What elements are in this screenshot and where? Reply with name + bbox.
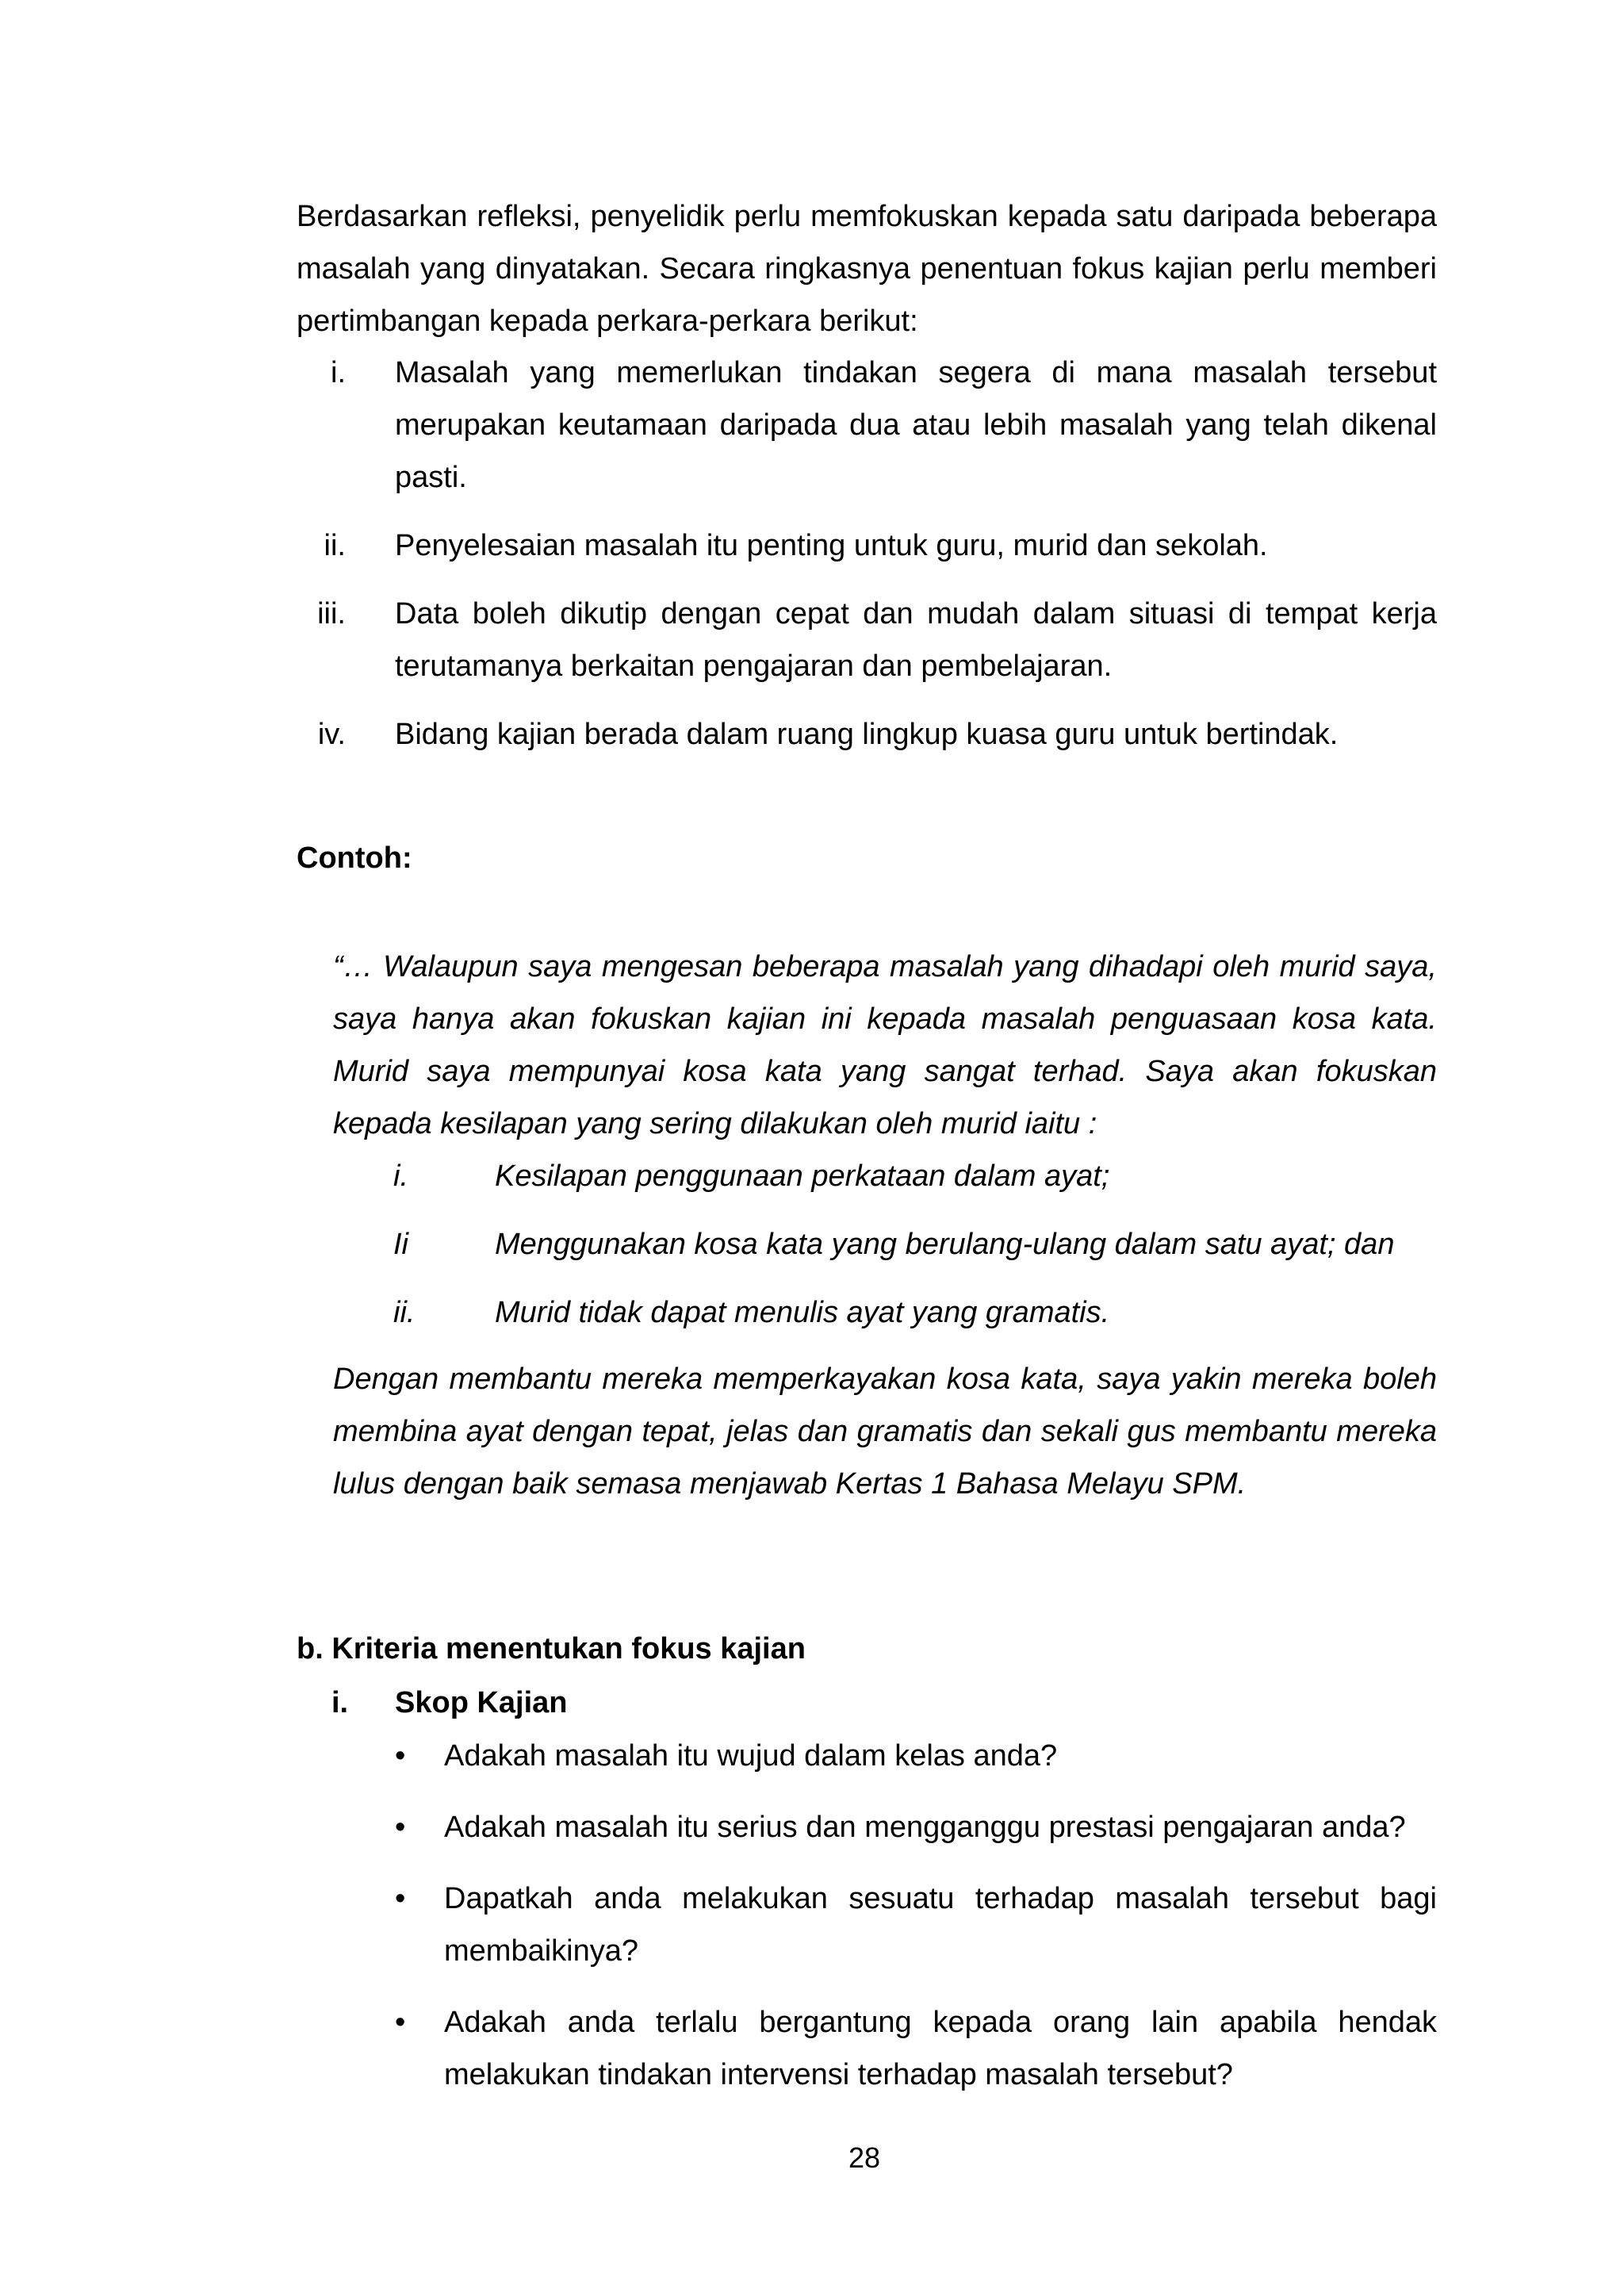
quote-list-item <box>393 1218 1437 1271</box>
list-item-number: i. <box>331 356 346 389</box>
quote-item-number: ii. <box>393 1296 416 1329</box>
list-item-text: Masalah yang memerlukan tindakan segera di mana masalah tersebut merupakan keutamaan daripada dua atau lebih masalah yang telah dikenal pasti. <box>395 356 1437 494</box>
bullet-icon: • <box>395 1811 406 1844</box>
quote-item-text: Menggunakan kosa kata yang berulang-ulang dalam satu ayat; dan <box>495 1228 1395 1261</box>
bullet-icon: • <box>395 1882 406 1915</box>
subsection-number: i. <box>331 1686 349 1719</box>
quote-item-number: Ii <box>393 1228 408 1261</box>
list-item-number: iii. <box>317 597 346 631</box>
bullet-item <box>395 1801 1437 1853</box>
bullet-item <box>395 1872 1437 1977</box>
list-item-text: Penyelesaian masalah itu penting untuk guru, murid dan sekolah. <box>395 529 1268 562</box>
quote-item-number: i. <box>393 1159 408 1193</box>
list-item-number: iv. <box>317 718 346 751</box>
list-item-text: Bidang kajian berada dalam ruang lingkup kuasa guru untuk bertindak. <box>395 718 1339 751</box>
list-item-text: Data boleh dikutip dengan cepat dan mudah dalam situasi di tempat kerja terutamanya berkaitan pengajaran dan pembelajaran. <box>395 597 1437 683</box>
scope-questions-list <box>395 1730 1437 2120</box>
bullet-text: Adakah anda terlalu bergantung kepada orang lain apabila hendak melakukan tindakan intervensi terhadap masalah tersebut? <box>444 2006 1437 2091</box>
subsection-label: Skop Kajian <box>395 1686 568 1719</box>
bullet-text: Adakah masalah itu serius dan mengganggu prestasi pengajaran anda? <box>444 1811 1406 1844</box>
bullet-icon: • <box>395 2006 406 2039</box>
list-item <box>297 347 1437 504</box>
list-item <box>297 708 1437 761</box>
quote-outro: Dengan membantu mereka memperkayakan kosa kata, saya yakin mereka boleh membina ayat dengan tepat, jelas dan gramatis dan sekali gus membantu mereka lulus dengan baik semasa menjawab Kertas 1 Bahasa Melayu SPM. <box>333 1363 1437 1501</box>
bullet-item <box>395 1730 1437 1782</box>
bullet-text: Dapatkah anda melakukan sesuatu terhadap masalah tersebut bagi membaikinya? <box>444 1882 1437 1968</box>
quote-item-text: Murid tidak dapat menulis ayat yang gramatis. <box>495 1296 1110 1329</box>
list-item <box>297 588 1437 692</box>
bullet-text: Adakah masalah itu wujud dalam kelas anda? <box>444 1739 1058 1773</box>
list-item-number: ii. <box>324 529 346 562</box>
intro-paragraph: Berdasarkan refleksi, penyelidik perlu memfokuskan kepada satu daripada beberapa masalah yang dinyatakan. Secara ringkasnya penentuan fokus kajian perlu memberi pertimbangan kepada perkara-perkara berikut: <box>297 200 1437 338</box>
quote-item-text: Kesilapan penggunaan perkataan dalam ayat; <box>495 1159 1110 1193</box>
quote-list-item <box>393 1286 1437 1339</box>
page-number: 28 <box>848 2141 881 2174</box>
bullet-icon: • <box>395 1739 406 1773</box>
criteria-list <box>297 347 1437 776</box>
bullet-item <box>395 1996 1437 2101</box>
example-heading: Contoh: <box>297 841 412 875</box>
quote-list <box>393 1150 1437 1355</box>
section-b-heading: b. Kriteria menentukan fokus kajian <box>297 1632 806 1665</box>
list-item <box>297 519 1437 572</box>
quote-intro: “… Walaupun saya mengesan beberapa masalah yang dihadapi oleh murid saya, saya hanya akan fokuskan kajian ini kepada masalah penguasaan kosa kata. Murid saya mempunyai kosa kata yang sangat terhad. Saya akan fokuskan kepada kesilapan yang sering dilakukan oleh murid iaitu : <box>333 950 1437 1140</box>
quote-list-item <box>393 1150 1437 1202</box>
